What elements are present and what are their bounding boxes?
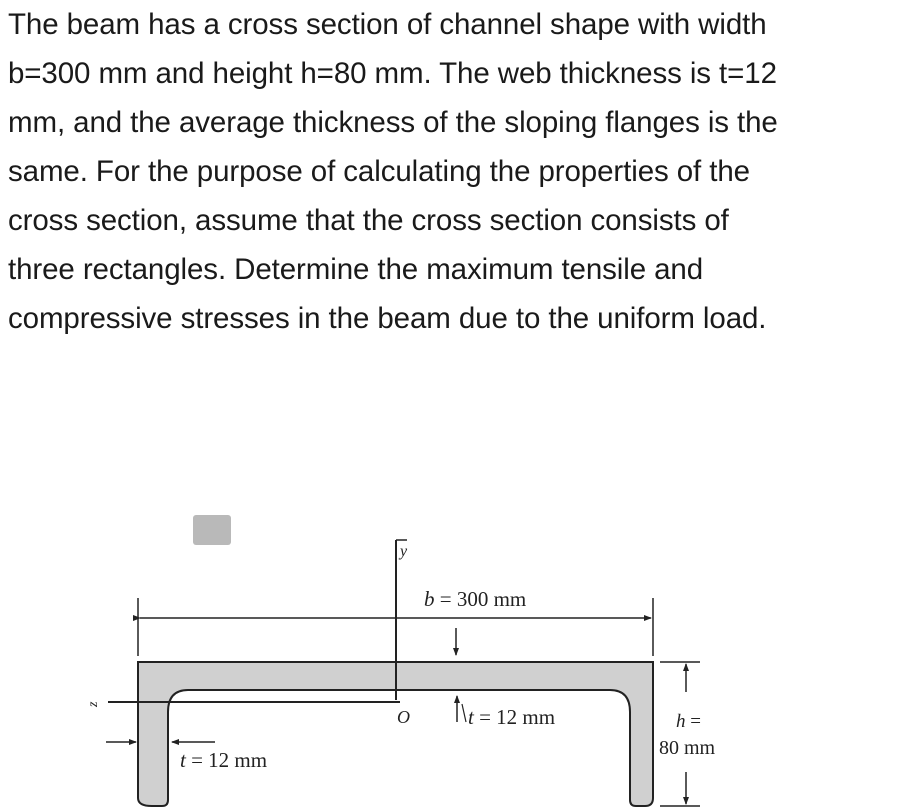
problem-line: same. For the purpose of calculating the properties of the [8,155,750,188]
z-axis-label: z [86,701,101,707]
t-flange-label: t = 12 mm [468,705,556,729]
h-label: h = [676,711,701,732]
h-value: 80 mm [659,737,716,759]
origin-label: O [397,707,410,727]
t-web-label: t = 12 mm [180,748,268,772]
gray-artifact [193,515,231,545]
b-dimension-label: b = 300 mm [424,587,527,611]
y-axis-label: y [400,543,408,560]
problem-line: b=300 mm and height h=80 mm. The web thickness is t=12 [8,57,777,90]
problem-line: three rectangles. Determine the maximum tensile and [8,253,704,286]
t-flange-tick [462,704,466,722]
problem-line: The beam has a cross section of channel shape with width [8,8,767,41]
problem-line: compressive stresses in the beam due to the uniform load. [8,302,767,335]
problem-line: cross section, assume that the cross section consists of [8,204,729,237]
problem-line: mm, and the average thickness of the sloping flanges is the [8,106,778,139]
